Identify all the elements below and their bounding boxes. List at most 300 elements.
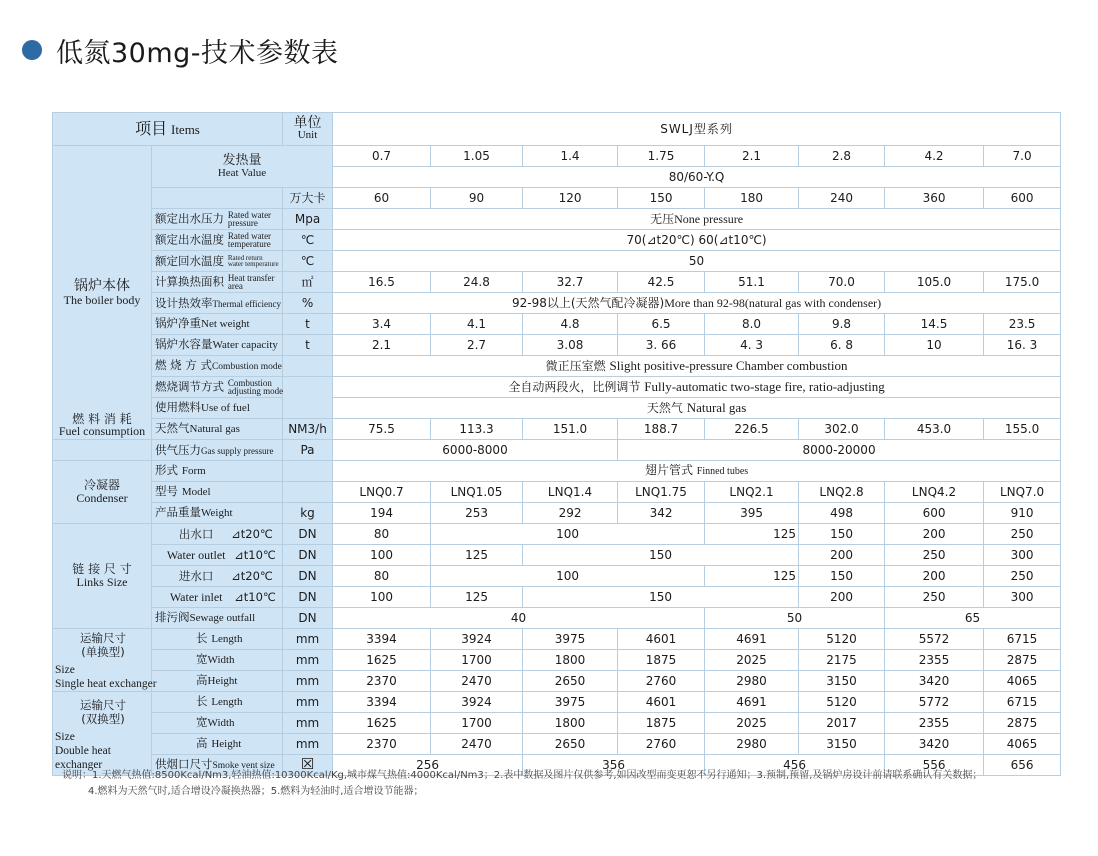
capacity-cell: 10: [885, 335, 984, 356]
td-height-label: [152, 734, 283, 755]
ret-temp-unit: ℃: [283, 251, 333, 272]
header-items: [53, 113, 283, 146]
td-width-unit: mm: [283, 713, 333, 734]
combustion-value: [333, 356, 1061, 377]
in10-cell: 125: [431, 587, 523, 608]
weight-en: Net weight: [201, 318, 250, 331]
ts-height-en: Height: [207, 675, 238, 688]
td-width-cell: 2025: [705, 713, 799, 734]
heat-value-label: [152, 146, 333, 188]
cond-form-value: [333, 461, 1061, 482]
boiler-group-zh: 锅炉本体: [74, 277, 130, 294]
condenser-group: [53, 461, 152, 524]
td-length-cell: 4691: [705, 692, 799, 713]
out10-cell: 100: [333, 545, 431, 566]
out20-cell: 150: [799, 524, 885, 545]
fuel-used-value-en: Natural gas: [686, 400, 747, 416]
wandaka-cell: 90: [431, 188, 523, 209]
combustion-zh: 燃 烧 方 式: [155, 358, 212, 373]
capacity-cell: 2.1: [333, 335, 431, 356]
gas-row: [53, 419, 1061, 440]
in20-cell: 200: [885, 566, 984, 587]
in20-dt: ⊿t20℃: [231, 568, 273, 583]
td-group-zh-wrap: [55, 698, 151, 726]
combustion-row: [53, 356, 1061, 377]
in10-cell: 200: [799, 587, 885, 608]
area-cell: 70.0: [799, 272, 885, 293]
ts-length-cell: 6715: [984, 629, 1061, 650]
out-temp-en: Rated water temperature: [227, 230, 272, 249]
gas-zh: 天然气: [155, 421, 190, 436]
cond-weight-cell: 910: [984, 503, 1061, 524]
out20-label: [152, 524, 283, 545]
td-width-cell: 1700: [431, 713, 523, 734]
ts-height-cell: 2470: [431, 671, 523, 692]
page-title: 低氮30mg-技术参数表: [56, 37, 339, 69]
ts-length-cell: 4691: [705, 629, 799, 650]
td-width-label: [152, 713, 283, 734]
out10-row: [53, 545, 1061, 566]
area-label: [152, 272, 283, 293]
ts-length-cell: 5572: [885, 629, 984, 650]
out20-cell: 80: [333, 524, 431, 545]
page-title-block: [22, 30, 339, 70]
capacity-cell: 2.7: [431, 335, 523, 356]
smoke-cell: 556: [885, 755, 984, 776]
ts-height-cell: 2370: [333, 671, 431, 692]
links-group-zh: 链 接 尺 寸: [72, 562, 132, 577]
out10-label: [152, 545, 283, 566]
gas-cell: 113.3: [431, 419, 523, 440]
td-group-en2: Double heat: [55, 745, 111, 757]
ts-height-unit: mm: [283, 671, 333, 692]
sewage-unit: DN: [283, 608, 333, 629]
sewage-cell: 65: [885, 608, 1061, 629]
in20-label: [152, 566, 283, 587]
ret-temp-value: 50: [333, 251, 1061, 272]
td-height-cell: 2370: [333, 734, 431, 755]
out20-cell: 100: [431, 524, 705, 545]
ts-length-unit: mm: [283, 629, 333, 650]
header-unit-en: Unit: [297, 129, 318, 142]
ts-height-cell: 4065: [984, 671, 1061, 692]
efficiency-en: Thermal efficiency: [212, 298, 282, 309]
in20-cell: 150: [799, 566, 885, 587]
supply-unit: Pa: [283, 440, 333, 461]
title-bullet-icon: [22, 40, 42, 60]
cond-weight-cell: 253: [431, 503, 523, 524]
capacity-row: [53, 335, 1061, 356]
ts-group-en-wrap: [55, 663, 157, 691]
cond-weight-en: Weight: [201, 507, 233, 520]
ts-height-cell: 2980: [705, 671, 799, 692]
efficiency-row: [53, 293, 1061, 314]
smoke-en: Smoke vent size: [212, 761, 275, 772]
fuel-used-en: Use of fuel: [201, 402, 250, 415]
td-length-unit: mm: [283, 692, 333, 713]
td-length-cell: 6715: [984, 692, 1061, 713]
in10-dt: ⊿t10℃: [234, 589, 276, 604]
cond-weight-cell: 498: [799, 503, 885, 524]
ts-width-unit: mm: [283, 650, 333, 671]
condenser-group-en: Condenser: [76, 491, 128, 505]
adjust-row: [53, 377, 1061, 398]
weight-cell: 4.8: [523, 314, 618, 335]
weight-cell: 23.5: [984, 314, 1061, 335]
ts-length-label: [152, 629, 283, 650]
wandaka-cell: 360: [885, 188, 984, 209]
in20-cell: 250: [984, 566, 1061, 587]
out10-unit: DN: [283, 545, 333, 566]
in20-cell: 80: [333, 566, 431, 587]
fuel-group: [53, 411, 152, 461]
out-temp-label: [152, 230, 283, 251]
model-cell: 2.1: [705, 146, 799, 167]
in10-cell: 100: [333, 587, 431, 608]
ts-width-label: [152, 650, 283, 671]
adjust-zh: 燃烧调节方式: [155, 379, 224, 394]
gas-cell: 226.5: [705, 419, 799, 440]
in10-cell: 250: [885, 587, 984, 608]
weight-cell: 9.8: [799, 314, 885, 335]
td-length-cell: 5120: [799, 692, 885, 713]
td-length-en: Length: [211, 696, 243, 709]
model-cell: 2.8: [799, 146, 885, 167]
ts-width-cell: 2355: [885, 650, 984, 671]
gas-label: [152, 419, 283, 440]
ts-group: [53, 629, 157, 692]
out10-dt: ⊿t10℃: [234, 547, 276, 562]
heat-value-zh: 发热量: [222, 152, 262, 168]
weight-cell: 4.1: [431, 314, 523, 335]
ts-length-cell: 3394: [333, 629, 431, 650]
links-group: [53, 524, 152, 629]
td-group-zh: 运输尺寸: [80, 698, 126, 712]
pressure-zh: 额定出水压力: [155, 211, 224, 226]
smoke-cell: 356: [523, 755, 705, 776]
fuel-group-en: Fuel consumption: [58, 424, 146, 439]
weight-row: [53, 314, 1061, 335]
td-length-cell: 5772: [885, 692, 984, 713]
adjust-value: [333, 377, 1061, 398]
ts-height-cell: 3420: [885, 671, 984, 692]
td-group: [53, 692, 152, 776]
out20-cell: 250: [984, 524, 1061, 545]
cond-model-cell: LNQ4.2: [885, 482, 984, 503]
cond-model-cell: LNQ2.8: [799, 482, 885, 503]
gas-cell: 302.0: [799, 419, 885, 440]
td-width-en: Width: [207, 717, 235, 730]
cond-model-cell: LNQ2.1: [705, 482, 799, 503]
gas-unit: NM3/h: [283, 419, 333, 440]
pressure-value: [333, 209, 1061, 230]
in20-unit: DN: [283, 566, 333, 587]
boiler-group: [53, 146, 152, 440]
ts-group-en2: Single heat exchanger: [55, 678, 157, 690]
out10-cell: 250: [885, 545, 984, 566]
combustion-en: Combustion mode: [211, 362, 282, 373]
area-zh: 计算换热面积: [155, 274, 224, 289]
in10-cell: 150: [523, 587, 799, 608]
weight-unit: t: [283, 314, 333, 335]
fuel-used-label: [152, 398, 283, 419]
weight-cell: 3.4: [333, 314, 431, 335]
gas-cell: 155.0: [984, 419, 1061, 440]
out20-unit: DN: [283, 524, 333, 545]
td-width-cell: 1875: [618, 713, 705, 734]
cond-model-cell: LNQ7.0: [984, 482, 1061, 503]
wandaka-cell: 180: [705, 188, 799, 209]
model-cell: 4.2: [885, 146, 984, 167]
adjust-value-en: Fully-automatic two-stage fire, ratio-adjusting: [644, 379, 885, 395]
out-temp-unit: ℃: [283, 230, 333, 251]
cond-model-cell: LNQ1.4: [523, 482, 618, 503]
cond-model-unit: [283, 482, 333, 503]
wandaka-unit: 万大卡: [283, 188, 333, 209]
model-code: 80/60-Y.Q: [333, 167, 1061, 188]
cond-weight-cell: 194: [333, 503, 431, 524]
efficiency-value-en: More than 92-98(natural gas with condenser): [664, 295, 882, 310]
capacity-cell: 4. 3: [705, 335, 799, 356]
cond-form-value-zh: 翅片管式: [644, 463, 693, 478]
header-unit-zh: 单位: [293, 115, 322, 132]
smoke-unit-icon: ☒: [283, 755, 333, 776]
cond-form-en: Form: [181, 465, 206, 478]
sewage-zh: 排污阀: [155, 610, 190, 625]
model-cell: 1.75: [618, 146, 705, 167]
cond-form-row: [53, 461, 1061, 482]
td-height-zh: 高: [196, 736, 208, 751]
cond-model-label: [152, 482, 283, 503]
heat-value-en: Heat Value: [217, 166, 267, 179]
ret-temp-row: [53, 251, 1061, 272]
in20-cell: 125: [705, 566, 799, 587]
gas-cell: 151.0: [523, 419, 618, 440]
td-length-row: [53, 692, 1061, 713]
area-cell: 175.0: [984, 272, 1061, 293]
td-width-row: [53, 713, 1061, 734]
in20-row: [53, 566, 1061, 587]
capacity-cell: 3. 66: [618, 335, 705, 356]
ts-width-cell: 1625: [333, 650, 431, 671]
td-height-cell: 3150: [799, 734, 885, 755]
out10-cell: 200: [799, 545, 885, 566]
area-cell: 16.5: [333, 272, 431, 293]
area-unit: ㎡: [283, 272, 333, 293]
in20-cell: 100: [431, 566, 705, 587]
capacity-unit: t: [283, 335, 333, 356]
td-height-cell: 2650: [523, 734, 618, 755]
pressure-unit: Mpa: [283, 209, 333, 230]
cond-form-label: [152, 461, 283, 482]
ts-width-row: [53, 650, 1061, 671]
header-unit: [283, 113, 333, 146]
wandaka-cell: 240: [799, 188, 885, 209]
td-length-zh: 长: [196, 694, 208, 709]
smoke-zh: 供烟口尺寸: [155, 757, 213, 772]
ts-group-zh-wrap: [55, 631, 151, 659]
td-length-cell: 3924: [431, 692, 523, 713]
wandaka-row: [53, 188, 1061, 209]
header-items-zh: 项目: [135, 118, 168, 138]
ts-length-zh: 长: [196, 631, 208, 646]
area-cell: 32.7: [523, 272, 618, 293]
weight-zh: 锅炉净重: [155, 316, 201, 331]
smoke-cell: 256: [333, 755, 523, 776]
weight-cell: 8.0: [705, 314, 799, 335]
ts-group-zh2: (单换型): [81, 645, 125, 659]
efficiency-zh: 设计热效率: [155, 295, 213, 310]
fuel-group-zh: 燃 料 消 耗: [72, 411, 132, 426]
weight-cell: 6.5: [618, 314, 705, 335]
capacity-label: [152, 335, 283, 356]
td-group-en3: exchanger: [55, 759, 103, 771]
fuel-group-inner: [53, 413, 151, 438]
efficiency-unit: %: [283, 293, 333, 314]
in10-row: [53, 587, 1061, 608]
links-group-en: Links Size: [76, 575, 128, 589]
cond-weight-cell: 395: [705, 503, 799, 524]
footnotes: [62, 768, 982, 800]
area-row: [53, 272, 1061, 293]
gas-en: Natural gas: [189, 423, 240, 436]
supply-value-a: 6000-8000: [333, 440, 618, 461]
wandaka-blank: [152, 188, 283, 209]
wandaka-cell: 60: [333, 188, 431, 209]
ts-length-cell: 4601: [618, 629, 705, 650]
model-cell: 7.0: [984, 146, 1061, 167]
fuel-used-value: [333, 398, 1061, 419]
fuel-used-value-zh: 天然气: [646, 401, 683, 416]
out20-row: [53, 524, 1061, 545]
td-group-zh2: (双换型): [81, 712, 125, 726]
cond-model-cell: LNQ1.75: [618, 482, 705, 503]
adjust-label: [152, 377, 283, 398]
adjust-value-zh: 全自动两段火，比例调节: [508, 380, 641, 395]
header-row: [53, 113, 1061, 146]
pressure-row: [53, 209, 1061, 230]
td-height-cell: 2470: [431, 734, 523, 755]
ts-length-cell: 5120: [799, 629, 885, 650]
td-length-cell: 4601: [618, 692, 705, 713]
model-cell: 1.4: [523, 146, 618, 167]
out10-cell: 150: [523, 545, 799, 566]
area-cell: 42.5: [618, 272, 705, 293]
out20-cell: 200: [885, 524, 984, 545]
combustion-label: [152, 356, 283, 377]
supply-value-b: 8000-20000: [618, 440, 1061, 461]
out10-cell: 125: [431, 545, 523, 566]
td-width-cell: 1800: [523, 713, 618, 734]
ts-height-label: [152, 671, 283, 692]
gas-cell: 188.7: [618, 419, 705, 440]
td-width-zh: 宽: [196, 715, 208, 730]
wandaka-cell: 150: [618, 188, 705, 209]
footnote-line-1: 说明：1.天燃气热值:8500Kcal/Nm3,轻油热值:10300Kcal/Kg,城市煤气热值:4000Kcal/Nm3；2.表中数据及图片仅供参考,如因改型而变更恕不另行通知；3.预制,预留,及锅炉房设计前请联系确认有关数据；: [62, 770, 983, 781]
header-series: SWLJ型系列: [333, 113, 1061, 146]
ts-length-row: [53, 629, 1061, 650]
in10-label: [152, 587, 283, 608]
ts-width-en: Width: [207, 654, 235, 667]
cond-form-zh: 形式: [155, 463, 178, 478]
efficiency-value: [333, 293, 1061, 314]
out20-cell: 125: [705, 524, 799, 545]
inlet-en: Water inlet: [169, 589, 223, 604]
td-group-en: Size: [55, 731, 75, 743]
out-temp-zh: 额定出水温度: [155, 232, 224, 247]
cond-model-row: [53, 482, 1061, 503]
ts-group-en: Size: [55, 664, 75, 676]
supply-zh: 供气压力: [155, 442, 201, 457]
td-height-cell: 2980: [705, 734, 799, 755]
in10-unit: DN: [283, 587, 333, 608]
condenser-group-zh: 冷凝器: [83, 478, 120, 493]
cond-form-unit: [283, 461, 333, 482]
area-cell: 51.1: [705, 272, 799, 293]
cond-model-en: Model: [181, 486, 211, 499]
combustion-value-en: Slight positive-pressure Chamber combustion: [609, 358, 848, 374]
ts-width-cell: 1700: [431, 650, 523, 671]
supply-en: Gas supply pressure: [201, 445, 274, 456]
model-cell: 0.7: [333, 146, 431, 167]
gas-cell: 75.5: [333, 419, 431, 440]
supply-row: [53, 440, 1061, 461]
models-row: [53, 146, 1061, 167]
smoke-cell: 656: [984, 755, 1061, 776]
wandaka-cell: 600: [984, 188, 1061, 209]
td-height-en: Height: [211, 738, 242, 751]
td-length-cell: 3975: [523, 692, 618, 713]
sewage-cell: 40: [333, 608, 705, 629]
td-height-cell: 3420: [885, 734, 984, 755]
capacity-cell: 3.08: [523, 335, 618, 356]
ts-height-zh: 高: [196, 673, 208, 688]
cond-model-cell: LNQ0.7: [333, 482, 431, 503]
ret-temp-en: Rated return water temperature: [227, 253, 279, 269]
supply-label: [152, 440, 283, 461]
ts-length-cell: 3924: [431, 629, 523, 650]
td-height-row: [53, 734, 1061, 755]
gas-cell: 453.0: [885, 419, 984, 440]
td-group-en-wrap: [55, 730, 111, 772]
ts-height-row: [53, 671, 1061, 692]
ts-width-cell: 1800: [523, 650, 618, 671]
efficiency-value-zh: 92-98以上(天然气配冷凝器): [511, 295, 665, 310]
adjust-unit: [283, 377, 333, 419]
capacity-cell: 6. 8: [799, 335, 885, 356]
sewage-label: [152, 608, 283, 629]
ts-width-cell: 2025: [705, 650, 799, 671]
ts-height-cell: 3150: [799, 671, 885, 692]
area-cell: 24.8: [431, 272, 523, 293]
pressure-value-zh: 无压: [650, 211, 675, 226]
out-temp-value: 70(⊿t20℃) 60(⊿t10℃): [333, 230, 1061, 251]
td-width-cell: 2017: [799, 713, 885, 734]
td-width-cell: 2355: [885, 713, 984, 734]
cond-form-value-en: Finned tubes: [696, 466, 749, 478]
cond-model-cell: LNQ1.05: [431, 482, 523, 503]
ts-width-zh: 宽: [196, 652, 208, 667]
area-en: Heat transfer area: [227, 272, 275, 291]
area-cell: 105.0: [885, 272, 984, 293]
inlet-zh: 进水口: [178, 568, 214, 583]
out-temp-row: [53, 230, 1061, 251]
ts-length-en: Length: [211, 633, 243, 646]
spec-table: [52, 112, 1061, 776]
weight-label: [152, 314, 283, 335]
combustion-unit: [283, 356, 333, 377]
ts-group-zh: 运输尺寸: [80, 631, 126, 645]
